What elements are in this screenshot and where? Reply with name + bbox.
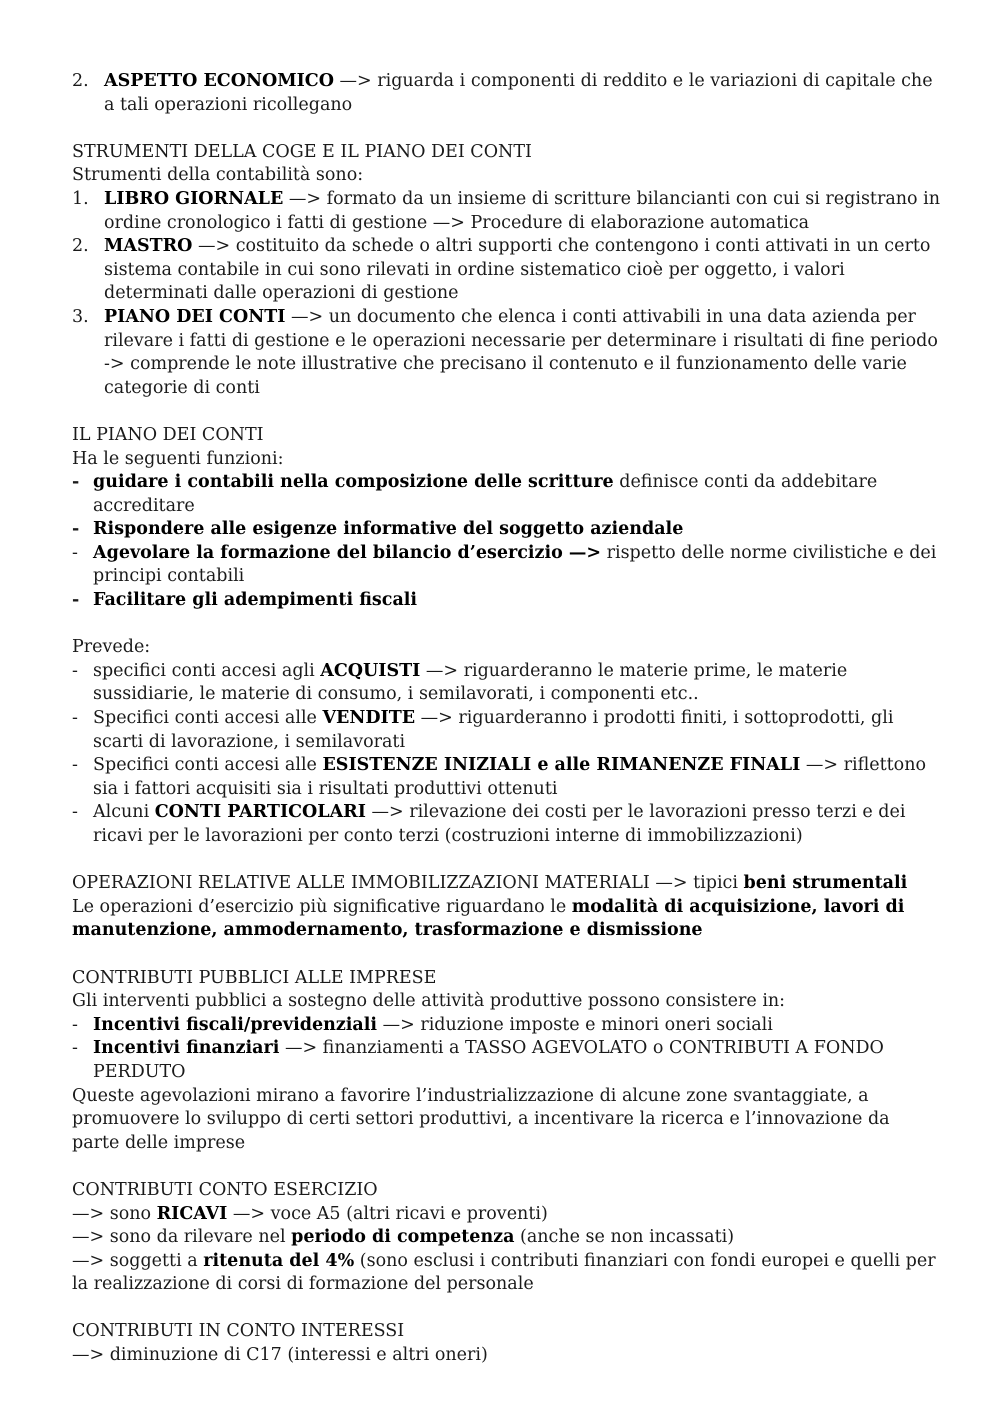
line-text: —> sono xyxy=(72,1203,157,1224)
section-piano-dei-conti xyxy=(72,424,940,613)
section-intro: Strumenti della contabilità sono: xyxy=(72,165,364,186)
list-dash: - xyxy=(72,1014,78,1035)
list-dash: - xyxy=(72,802,78,823)
list-dash: - xyxy=(72,542,78,563)
list-dash: - xyxy=(72,755,78,776)
list-dash: - xyxy=(72,472,80,493)
item-text: —> formato da un insieme di scritture bilancianti con cui si registrano in ordine cronologico i fatti di gestione —> Procedure di elaborazione automatica xyxy=(104,188,940,233)
item-text: Alcuni xyxy=(93,802,155,823)
paragraph-line xyxy=(72,896,940,943)
item-text: —> un documento che elenca i conti attivabili in una data azienda per rilevare i fatti di gestione e le operazioni necessarie per determinare i risultati di fine periodo -> comprende le note illustrative che precisano il contenuto e il funzionamento delle varie categorie di conti xyxy=(104,306,938,398)
section-heading: STRUMENTI DELLA COGE E IL PIANO DEI CONTI xyxy=(72,141,532,162)
paragraph-line xyxy=(72,1344,940,1368)
section-immobilizzazioni xyxy=(72,872,940,943)
bold-term: Agevolare la formazione del bilancio d’esercizio —> xyxy=(93,542,602,563)
section-prevede xyxy=(72,636,940,848)
item-text: Specifici conti accesi alle xyxy=(93,755,323,776)
list-item xyxy=(72,1014,940,1038)
paragraph-line xyxy=(72,1203,940,1227)
item-text: definisce conti da addebitare accreditare xyxy=(93,472,878,516)
item-text: —> costituito da schede o altri supporti che contengono i conti attivati in un certo sistema contabile in cui sono rilevati in ordine sistematico cioè per oggetto, i valori determinati dalle operazioni di gestione xyxy=(104,236,931,304)
section-heading: CONTRIBUTI CONTO ESERCIZIO xyxy=(72,1179,378,1200)
bold-term: VENDITE xyxy=(322,708,416,729)
section-heading: CONTRIBUTI IN CONTO INTERESSI xyxy=(72,1321,405,1342)
list-item xyxy=(72,1037,940,1084)
line-text: (sono esclusi i contributi finanziari con fondi europei e quelli per la realizzazione di corsi di formazione del personale xyxy=(72,1250,936,1295)
section-contributi-conto-esercizio xyxy=(72,1179,940,1297)
list-dash: - xyxy=(72,708,78,729)
section-strumenti xyxy=(72,141,940,401)
item-text: —> finanziamenti a TASSO AGEVOLATO o CONTRIBUTI A FONDO PERDUTO xyxy=(93,1038,884,1082)
bold-term: ASPETTO ECONOMICO xyxy=(104,71,334,91)
list-number: 1. xyxy=(72,188,89,209)
list-item xyxy=(72,754,940,801)
section-contributi-conto-interessi xyxy=(72,1320,940,1367)
list-number: 2. xyxy=(72,236,89,257)
section-heading: IL PIANO DEI CONTI xyxy=(72,424,264,445)
section-intro: Gli interventi pubblici a sostegno delle attività produttive possono consistere in: xyxy=(72,991,786,1012)
item-text: Specifici conti accesi alle xyxy=(93,708,323,729)
item-text: —> riguarderanno i prodotti finiti, i sottoprodotti, gli scarti di lavorazione, i semilavorati xyxy=(93,708,894,752)
list-item xyxy=(72,518,940,542)
bold-term: ritenuta del 4% xyxy=(203,1250,355,1271)
bold-term: modalità di acquisizione, lavori di manutenzione, ammodernamento, trasformazione e dismissione xyxy=(72,896,905,941)
bold-term: LIBRO GIORNALE xyxy=(104,188,284,209)
list-item xyxy=(72,306,940,400)
item-text: —> riduzione imposte e minori oneri sociali xyxy=(377,1014,773,1035)
list-item xyxy=(72,70,940,117)
bold-term: guidare i contabili nella composizione delle scritture xyxy=(93,472,614,493)
line-text: Le operazioni d’esercizio più significative riguardano le xyxy=(72,896,572,917)
bold-term: ESISTENZE INIZIALI e alle RIMANENZE FINALI xyxy=(322,755,801,776)
item-text: rispetto delle norme civilistiche e dei principi contabili xyxy=(93,542,937,587)
section-aspetto-economico xyxy=(72,70,940,117)
bold-term: Incentivi finanziari xyxy=(93,1038,280,1059)
bold-term: Rispondere alle esigenze informative del soggetto aziendale xyxy=(93,519,684,540)
item-text: —> riflettono sia i fattori acquisiti sia i risultati produttivi ottenuti xyxy=(93,755,926,799)
line-text: —> soggetti a xyxy=(72,1250,204,1271)
section-intro: Prevede: xyxy=(72,637,151,658)
item-text: —> rilevazione dei costi per le lavorazioni presso terzi e dei ricavi per le lavorazioni per conto terzi (costruzioni interne di immobilizzazioni) xyxy=(93,802,906,846)
list-dash: - xyxy=(72,590,80,611)
paragraph-line xyxy=(72,872,940,896)
section-heading: CONTRIBUTI PUBBLICI ALLE IMPRESE xyxy=(72,967,437,988)
line-text: OPERAZIONI RELATIVE ALLE IMMOBILIZZAZIONI MATERIALI —> tipici xyxy=(72,873,744,894)
bold-term: beni strumentali xyxy=(743,873,908,894)
item-text: specifici conti accesi agli xyxy=(93,660,321,681)
list-dash: - xyxy=(72,1038,78,1059)
bold-term: PIANO DEI CONTI xyxy=(104,306,286,327)
line-text: —> sono da rilevare nel xyxy=(72,1227,292,1248)
item-text: —> riguarda i componenti di reddito e le variazioni di capitale che a tali operazioni ricollegano xyxy=(104,71,933,115)
section-contributi-pubblici xyxy=(72,967,940,1156)
bold-term: RICAVI xyxy=(156,1203,228,1224)
list-item xyxy=(72,589,940,613)
list-number: 2. xyxy=(72,71,89,91)
bold-term: CONTI PARTICOLARI xyxy=(154,802,366,823)
line-text: —> voce A5 (altri ricavi e proventi) xyxy=(227,1203,548,1224)
list-dash: - xyxy=(72,660,78,681)
list-number: 3. xyxy=(72,306,89,327)
bold-term: MASTRO xyxy=(104,236,193,257)
list-item xyxy=(72,660,940,707)
paragraph-line xyxy=(72,1250,940,1297)
paragraph-line xyxy=(72,1226,940,1250)
list-item xyxy=(72,542,940,589)
list-item xyxy=(72,801,940,848)
item-text: —> riguarderanno le materie prime, le materie sussidiarie, le materie di consumo, i semilavorati, i componenti etc.. xyxy=(93,660,848,705)
list-item xyxy=(72,707,940,754)
list-dash: - xyxy=(72,519,80,540)
bold-term: ACQUISTI xyxy=(320,660,421,681)
bold-term: periodo di competenza xyxy=(291,1227,515,1248)
bold-term: Facilitare gli adempimenti fiscali xyxy=(93,590,418,611)
section-outro: Queste agevolazioni mirano a favorire l’industrializzazione di alcune zone svantaggiate, a promuovere lo sviluppo di certi settori produttivi, a incentivare la ricerca e l’innovazione da parte delle imprese xyxy=(72,1085,890,1153)
section-intro: Ha le seguenti funzioni: xyxy=(72,448,284,469)
list-item xyxy=(72,235,940,306)
bold-term: Incentivi fiscali/previdenziali xyxy=(93,1014,378,1035)
list-item xyxy=(72,188,940,235)
line-text: —> diminuzione di C17 (interessi e altri oneri) xyxy=(72,1345,488,1366)
line-text: (anche se non incassati) xyxy=(514,1227,735,1248)
list-item xyxy=(72,471,940,518)
